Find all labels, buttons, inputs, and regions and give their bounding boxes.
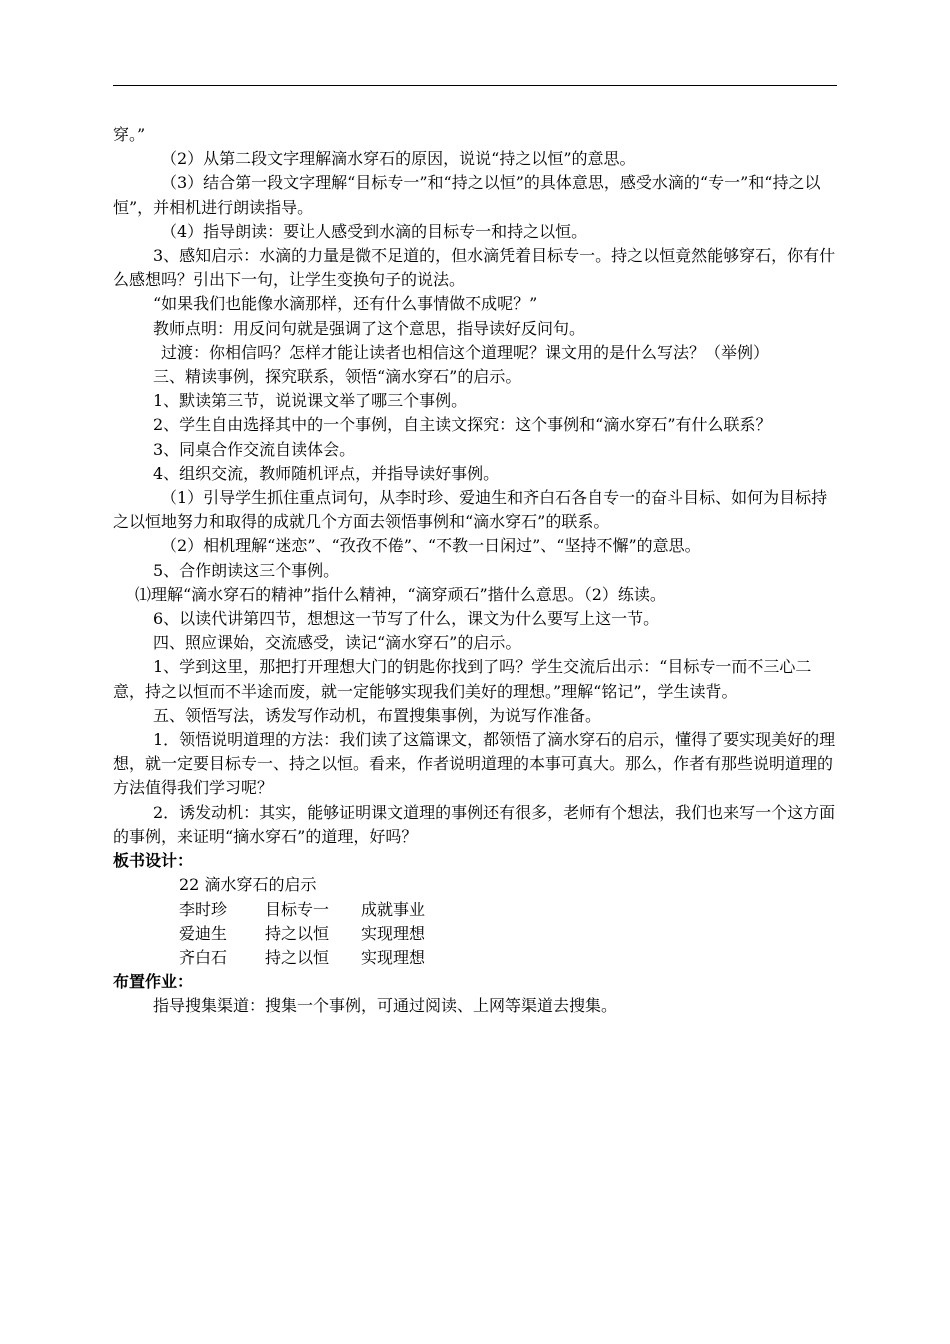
paragraph: “如果我们也能像水滴那样，还有什么事情做不成呢？” — [153, 294, 538, 314]
board-cell: 爱迪生 — [179, 923, 228, 943]
board-cell: 实现理想 — [361, 947, 426, 967]
paragraph: 穿。” — [113, 125, 146, 144]
board-cell: 实现理想 — [361, 923, 426, 943]
paragraph: 1．领悟说明道理的方法：我们读了这篇课文，都领悟了滴水穿石的启示，懂得了要实现美好的理想，就一定要目标专一、持之以恒。看来，作者说明道理的本事可真大。那么，作者有那些说明道理的方法值得我们学习呢？ — [113, 730, 836, 798]
paragraph: （4）指导朗读：要让人感受到水滴的目标专一和持之以恒。 — [161, 221, 588, 241]
section-heading: 三、精读事例，探究联系，领悟“滴水穿石”的启示。 — [153, 367, 522, 387]
homework-text: 指导搜集渠道：搜集一个事例，可通过阅读、上网等渠道去搜集。 — [153, 996, 618, 1016]
paragraph: 3、感知启示：水滴的力量是微不足道的，但水滴凭着目标专一。持之以恒竟然能够穿石，你有什么感想吗？引出下一句，让学生变换句子的说法。 — [113, 246, 836, 290]
paragraph: 3、同桌合作交流自读体会。 — [153, 439, 356, 459]
board-cell: 持之以恒 — [265, 947, 330, 967]
board-heading: 板书设计： — [113, 851, 194, 871]
paragraph: 1、默读第三节，说说课文举了哪三个事例。 — [153, 391, 468, 411]
paragraph: 教师点明：用反问句就是强调了这个意思，指导读好反问句。 — [153, 318, 586, 338]
header-rule — [113, 85, 837, 86]
paragraph: （2）相机理解“迷恋”、“孜孜不倦”、“不教一日闲过”、“坚持不懈”的意思。 — [161, 536, 701, 556]
paragraph: 4、组织交流，教师随机评点，并指导读好事例。 — [153, 463, 500, 483]
board-row — [179, 922, 837, 946]
board-cell: 目标专一 — [265, 899, 330, 919]
paragraph: 2．诱发动机：其实，能够证明课文道理的事例还有很多，老师有个想法，我们也来写一个这方面的事例，来证明“摘水穿石”的道理，好吗？ — [113, 802, 836, 846]
section-heading: 四、照应课始，交流感受，读记“滴水穿石”的启示。 — [153, 633, 522, 653]
board-cell: 持之以恒 — [265, 923, 330, 943]
paragraph: （1）引导学生抓住重点词句，从李时珍、爱迪生和齐白石各自专一的奋斗目标、如何为目标持之以恒地努力和取得的成就几个方面去领悟事例和“滴水穿石”的联系。 — [113, 488, 828, 532]
board-cell: 齐白石 — [179, 947, 228, 967]
document-body — [113, 123, 837, 1019]
board-cell: 成就事业 — [361, 899, 426, 919]
paragraph: 2、学生自由选择其中的一个事例，自主读文探究：这个事例和“滴水穿石”有什么联系？ — [153, 415, 772, 435]
homework-heading: 布置作业： — [113, 972, 194, 992]
board-row — [179, 946, 837, 970]
board-design — [113, 873, 837, 970]
paragraph: （3）结合第一段文字理解“目标专一”和“持之以恒”的具体意思，感受水滴的“专一”和“持之以恒”，并相机进行朗读指导。 — [113, 173, 821, 217]
paragraph: 5、合作朗读这三个事例。 — [153, 560, 340, 580]
paragraph: 过渡：你相信吗？怎样才能让读者也相信这个道理呢？课文用的是什么写法？（举例） — [161, 342, 770, 362]
board-cell: 李时珍 — [179, 899, 228, 919]
paragraph: （2）从第二段文字理解滴水穿石的原因，说说“持之以恒”的意思。 — [161, 149, 636, 169]
board-row — [179, 898, 837, 922]
paragraph: 6、以读代讲第四节，想想这一节写了什么，课文为什么要写上这一节。 — [153, 609, 660, 629]
paragraph: ⑴理解“滴水穿石的精神”指什么精神，“滴穿顽石”揩什么意思。（2）练读。 — [135, 584, 666, 604]
board-title: 22 滴水穿石的启示 — [179, 875, 317, 895]
section-heading: 五、领悟写法，诱发写作动机，布置搜集事例，为说写作准备。 — [153, 705, 602, 725]
paragraph: 1、学到这里，那把打开理想大门的钥匙你找到了吗？学生交流后出示：“目标专一而不三心二意，持之以恒而不半途而废，就一定能够实现我们美好的理想。”理解“铭记”，学生读背。 — [113, 657, 812, 701]
